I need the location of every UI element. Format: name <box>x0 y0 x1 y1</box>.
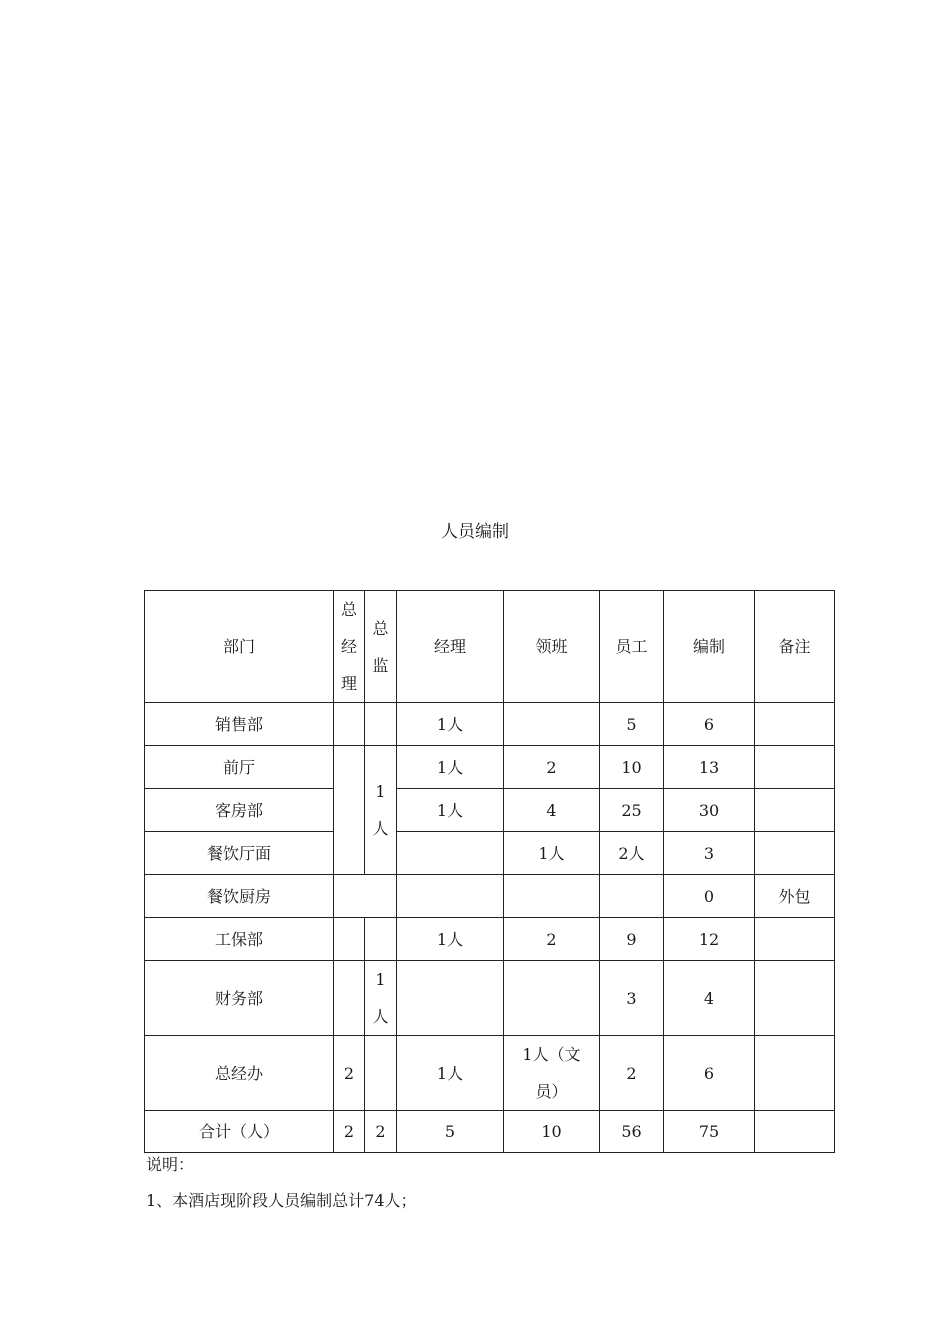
cell-dept: 工保部 <box>145 918 334 961</box>
cell-director <box>365 703 397 746</box>
header-director <box>365 591 397 703</box>
cell-staff: 3 <box>600 961 664 1036</box>
cell-remark <box>755 961 835 1036</box>
table-header-row <box>145 591 835 703</box>
table-row <box>145 746 835 789</box>
cell-total: 6 <box>664 703 755 746</box>
cell-supervisor <box>504 703 600 746</box>
cell-staff: 10 <box>600 746 664 789</box>
header-staff: 员工 <box>600 591 664 703</box>
cell-gm <box>334 703 365 746</box>
cell-director <box>365 961 397 1036</box>
table-row <box>145 918 835 961</box>
header-supervisor: 领班 <box>504 591 600 703</box>
header-remark: 备注 <box>755 591 835 703</box>
cell-manager: 1人 <box>397 1036 504 1111</box>
cell-gm-director <box>334 875 397 918</box>
header-director-label: 总监 <box>372 618 389 675</box>
cell-dept: 销售部 <box>145 703 334 746</box>
cell-staff: 9 <box>600 918 664 961</box>
cell-dept: 财务部 <box>145 961 334 1036</box>
cell-manager: 1人 <box>397 789 504 832</box>
table-row <box>145 832 835 875</box>
table-total-row <box>145 1111 835 1153</box>
header-gm <box>334 591 365 703</box>
cell-gm: 2 <box>334 1111 365 1153</box>
notes-section <box>146 1150 417 1216</box>
cell-total: 0 <box>664 875 755 918</box>
header-total: 编制 <box>664 591 755 703</box>
cell-total: 12 <box>664 918 755 961</box>
cell-remark <box>755 1036 835 1111</box>
page-title: 人员编制 <box>441 522 509 542</box>
cell-gm <box>334 961 365 1036</box>
cell-remark <box>755 832 835 875</box>
cell-director: 2 <box>365 1111 397 1153</box>
cell-remark <box>755 918 835 961</box>
cell-supervisor: 1人 <box>504 832 600 875</box>
cell-dept: 前厅 <box>145 746 334 789</box>
cell-supervisor: 2 <box>504 746 600 789</box>
cell-staff: 25 <box>600 789 664 832</box>
cell-director <box>365 918 397 961</box>
cell-director-label: 1人 <box>372 782 389 838</box>
cell-supervisor: 4 <box>504 789 600 832</box>
cell-dept: 客房部 <box>145 789 334 832</box>
cell-total: 75 <box>664 1111 755 1153</box>
notes-label: 说明： <box>146 1155 195 1174</box>
cell-director <box>365 746 397 875</box>
cell-staff: 2人 <box>600 832 664 875</box>
cell-total: 3 <box>664 832 755 875</box>
cell-dept: 餐饮厨房 <box>145 875 334 918</box>
cell-supervisor: 2 <box>504 918 600 961</box>
cell-remark <box>755 746 835 789</box>
cell-dept: 餐饮厅面 <box>145 832 334 875</box>
cell-total: 13 <box>664 746 755 789</box>
table-row <box>145 961 835 1036</box>
cell-supervisor-label: 1人（文员） <box>522 1045 581 1101</box>
cell-remark <box>755 703 835 746</box>
table-row <box>145 875 835 918</box>
cell-manager: 1人 <box>397 703 504 746</box>
table-row <box>145 789 835 832</box>
cell-manager: 5 <box>397 1111 504 1153</box>
cell-remark <box>755 789 835 832</box>
cell-manager <box>397 961 504 1036</box>
staffing-table <box>144 590 835 1153</box>
header-dept: 部门 <box>145 591 334 703</box>
cell-staff: 56 <box>600 1111 664 1153</box>
cell-manager: 1人 <box>397 746 504 789</box>
cell-supervisor: 10 <box>504 1111 600 1153</box>
cell-gm <box>334 918 365 961</box>
cell-remark: 外包 <box>755 875 835 918</box>
table-row <box>145 1036 835 1111</box>
cell-director-label: 1人 <box>372 970 389 1026</box>
cell-supervisor <box>504 961 600 1036</box>
cell-gm <box>334 746 365 875</box>
cell-supervisor <box>504 875 600 918</box>
cell-total: 30 <box>664 789 755 832</box>
note-item: 1、本酒店现阶段人员编制总计74人； <box>146 1191 417 1210</box>
cell-supervisor <box>504 1036 600 1111</box>
cell-dept: 总经办 <box>145 1036 334 1111</box>
cell-staff <box>600 875 664 918</box>
header-gm-label: 总经理 <box>340 600 357 693</box>
cell-gm: 2 <box>334 1036 365 1111</box>
cell-dept: 合计（人） <box>145 1111 334 1153</box>
cell-staff: 2 <box>600 1036 664 1111</box>
cell-director <box>365 1036 397 1111</box>
cell-total: 4 <box>664 961 755 1036</box>
cell-manager: 1人 <box>397 918 504 961</box>
header-manager: 经理 <box>397 591 504 703</box>
cell-manager <box>397 832 504 875</box>
table-row <box>145 703 835 746</box>
cell-remark <box>755 1111 835 1153</box>
cell-total: 6 <box>664 1036 755 1111</box>
cell-manager <box>397 875 504 918</box>
cell-staff: 5 <box>600 703 664 746</box>
